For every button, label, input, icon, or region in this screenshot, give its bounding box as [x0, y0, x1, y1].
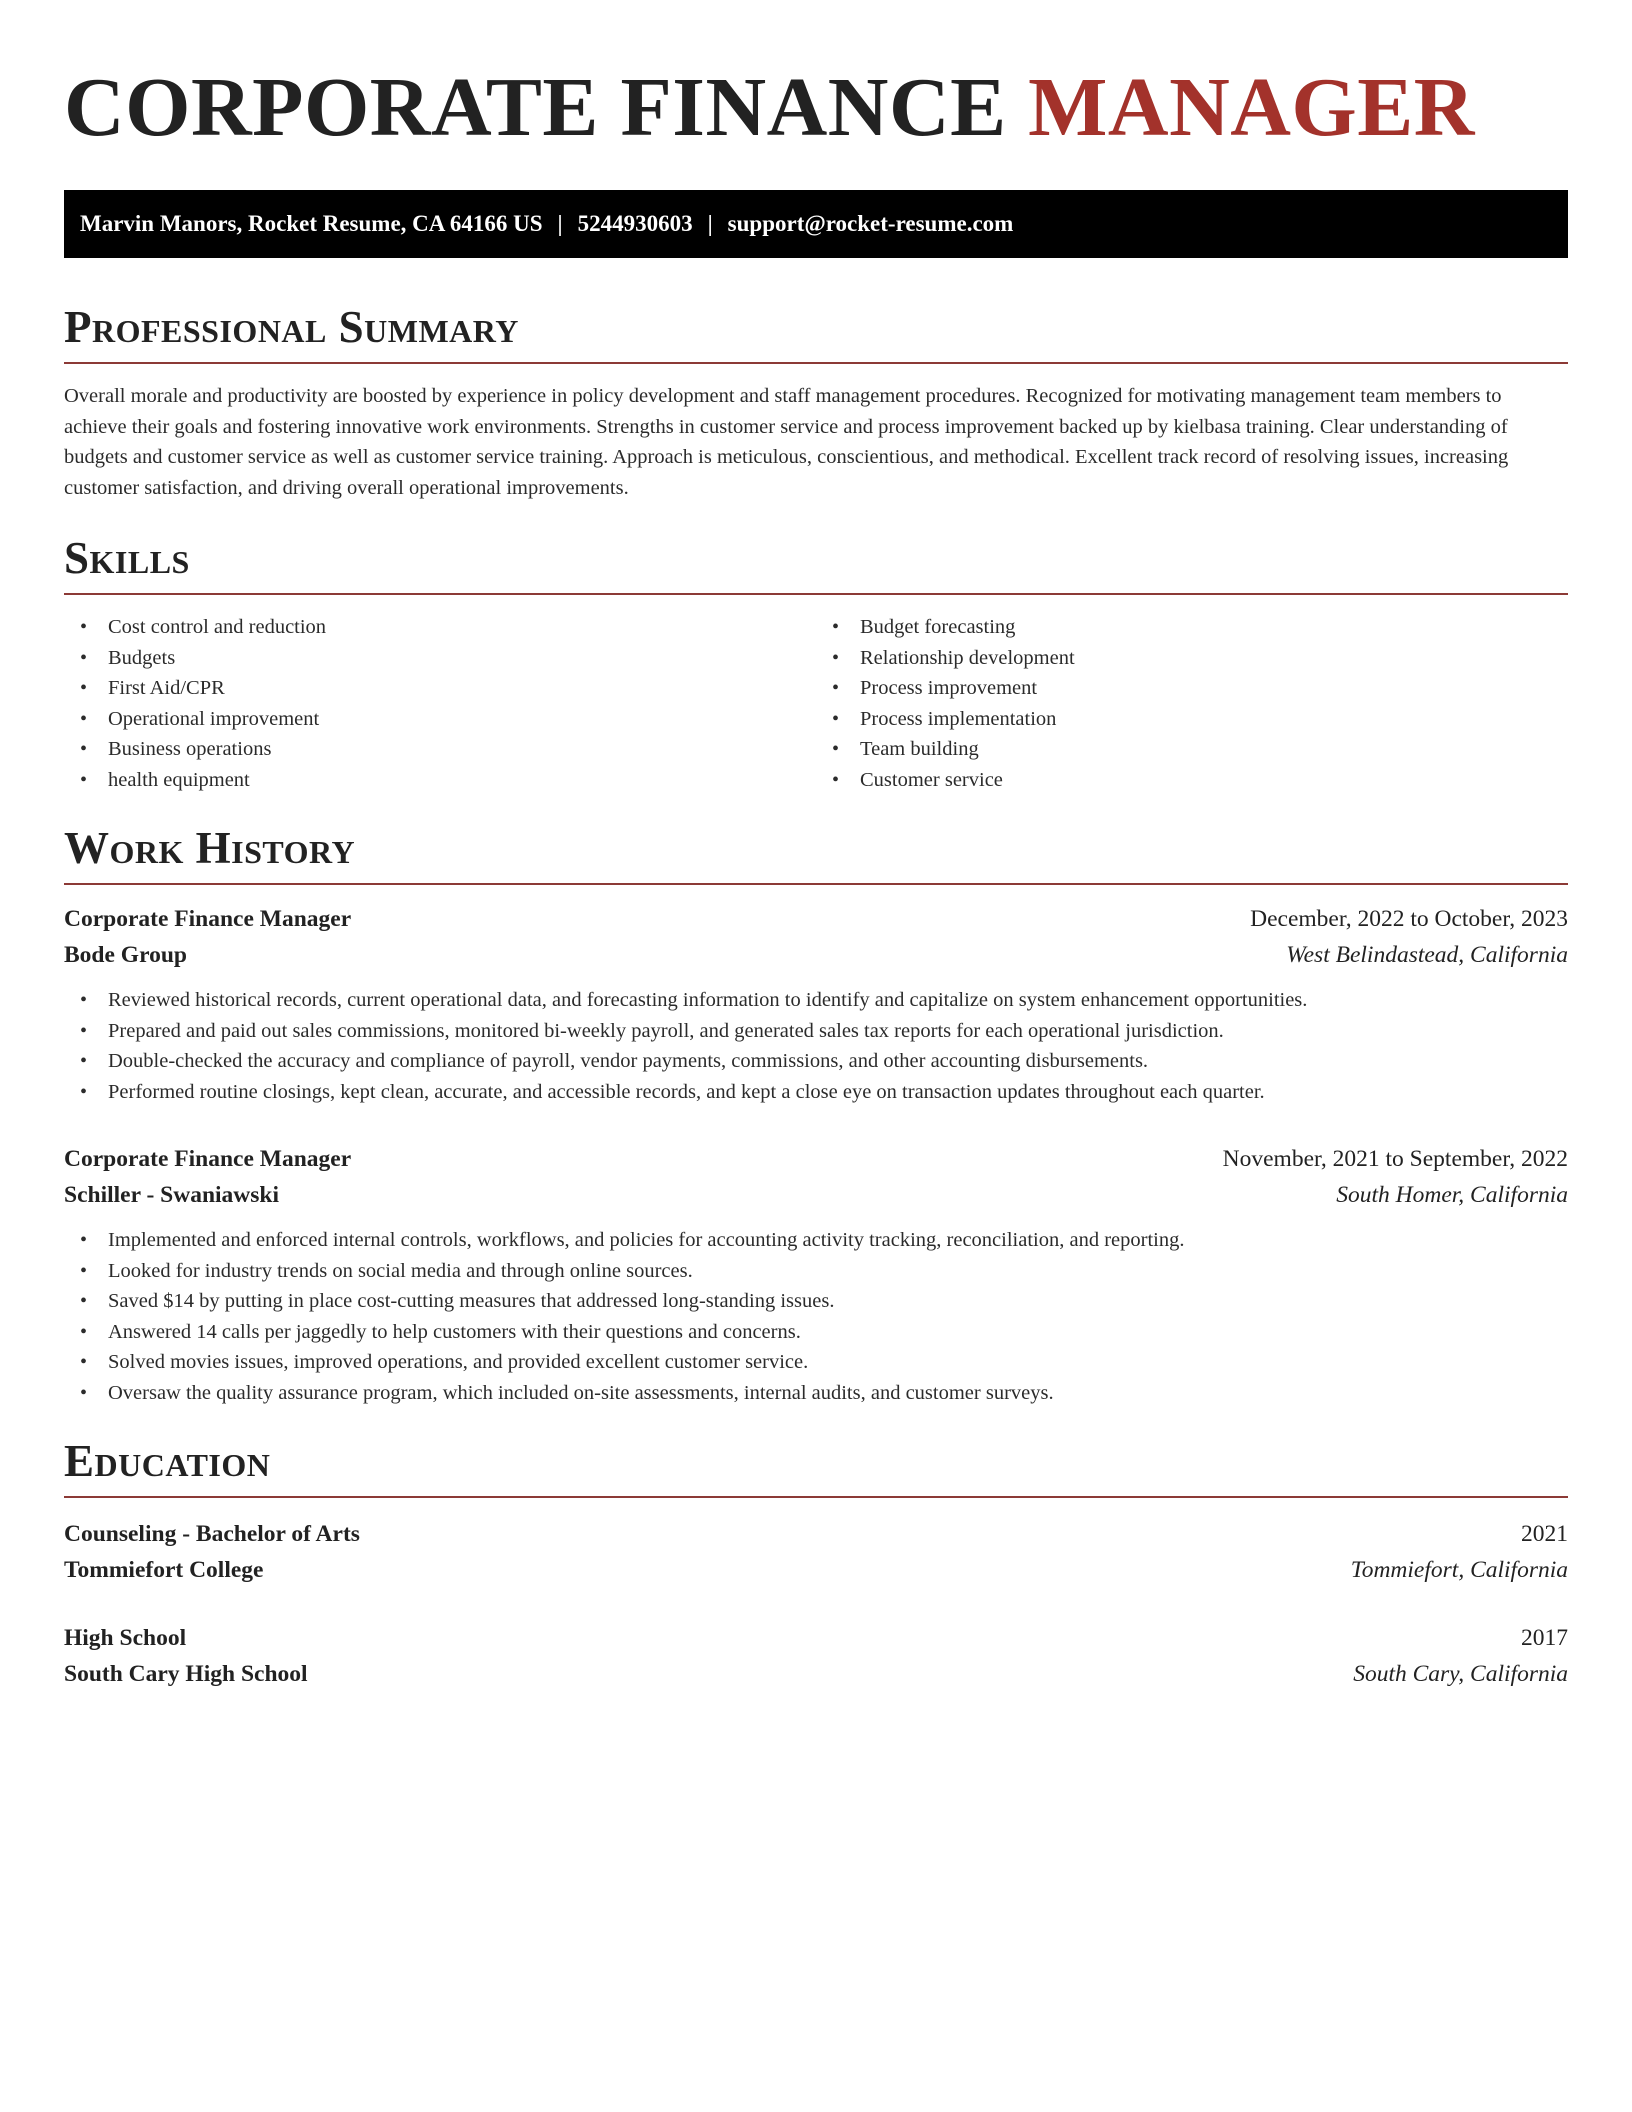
job-company-row: [64, 1177, 1568, 1213]
job-dates: December, 2022 to October, 2023: [1250, 906, 1568, 932]
job-location: South Homer, California: [1336, 1182, 1568, 1208]
education-school: Tommiefort College: [64, 1557, 264, 1583]
education-school-row: [64, 1552, 1568, 1588]
job-header-row: [64, 1141, 1568, 1177]
education-entry: [64, 1516, 1568, 1588]
job-title: Corporate Finance Manager: [64, 906, 352, 932]
job-company: Schiller - Swaniawski: [64, 1182, 280, 1208]
job-bullet: • Implemented and enforced internal controls, workflows, and policies for accounting activity tracking, reconciliation, and reporting.: [64, 1225, 1568, 1256]
skill-item: • Relationship development: [816, 643, 1568, 674]
skills-column-left: [64, 612, 816, 795]
education-degree-row: [64, 1620, 1568, 1656]
job-company-row: [64, 937, 1568, 973]
job-bullet: • Performed routine closings, kept clean, accurate, and accessible records, and kept a close eye on transaction updates throughout each quarter.: [64, 1077, 1568, 1108]
job-title: Corporate Finance Manager: [64, 1146, 352, 1172]
skill-item: • Process improvement: [816, 673, 1568, 704]
education-degree: High School: [64, 1625, 187, 1651]
title-main: CORPORATE FINANCE: [64, 61, 1007, 154]
job-company: Bode Group: [64, 942, 187, 968]
summary-text: Overall morale and productivity are boosted by experience in policy development and staff management procedures. Recognized for motivating management team members to achieve their goals and fostering innovative work environments. Strengths in customer service and process improvement backed up by kielbasa training. Clear understanding of budgets and customer service as well as customer service training. Approach is meticulous, conscientious, and methodical. Excellent track record of resolving issues, increasing customer satisfaction, and driving overall operational improvements.: [64, 385, 1509, 499]
skill-item: • First Aid/CPR: [64, 673, 816, 704]
work-history-section: [64, 821, 1568, 1408]
job-bullet: • Prepared and paid out sales commissions, monitored bi-weekly payroll, and generated sales tax reports for each operational jurisdiction.: [64, 1016, 1568, 1047]
skill-item: • Budgets: [64, 643, 816, 674]
job-location: West Belindastead, California: [1286, 942, 1568, 968]
job-bullet: • Answered 14 calls per jaggedly to help customers with their questions and concerns.: [64, 1317, 1568, 1348]
job-bullet: • Solved movies issues, improved operations, and provided excellent customer service.: [64, 1347, 1568, 1378]
skill-item: • health equipment: [64, 765, 816, 796]
education-year: 2021: [1521, 1521, 1568, 1547]
skills-section: [64, 531, 1568, 795]
section-divider: [64, 362, 1568, 364]
skill-item: • Process implementation: [816, 704, 1568, 735]
contact-separator: |: [557, 211, 563, 236]
skill-item: • Business operations: [64, 734, 816, 765]
contact-email: support@rocket-resume.com: [727, 211, 1014, 236]
section-heading-skills: Skills: [64, 533, 190, 583]
skills-column-right: [816, 612, 1568, 795]
job-bullet: • Double-checked the accuracy and compliance of payroll, vendor payments, commissions, and other accounting disbursements.: [64, 1046, 1568, 1077]
job-header-row: [64, 901, 1568, 937]
education-entry: [64, 1620, 1568, 1692]
education-location: Tommiefort, California: [1350, 1557, 1568, 1583]
job-dates: November, 2021 to September, 2022: [1222, 1146, 1568, 1172]
job-bullet: • Oversaw the quality assurance program, which included on-site assessments, internal audits, and customer surveys.: [64, 1378, 1568, 1409]
education-school: South Cary High School: [64, 1661, 308, 1687]
job-entry: [64, 901, 1568, 1107]
education-year: 2017: [1521, 1625, 1568, 1651]
skill-item: • Cost control and reduction: [64, 612, 816, 643]
skill-item: • Operational improvement: [64, 704, 816, 735]
job-bullet: • Reviewed historical records, current operational data, and forecasting information to identify and capitalize on system enhancement opportunities.: [64, 985, 1568, 1016]
job-entry: [64, 1141, 1568, 1408]
resume-title: [64, 60, 1568, 156]
contact-phone: 5244930603: [577, 211, 693, 236]
job-bullets: [64, 1225, 1568, 1408]
section-heading-work-history: Work History: [64, 823, 356, 873]
section-divider: [64, 1496, 1568, 1498]
skills-grid: [64, 612, 1568, 795]
section-divider: [64, 883, 1568, 885]
job-bullets: [64, 985, 1568, 1107]
section-divider: [64, 593, 1568, 595]
section-heading-education: Education: [64, 1436, 271, 1486]
education-school-row: [64, 1656, 1568, 1692]
education-degree: Counseling - Bachelor of Arts: [64, 1521, 360, 1547]
title-accent: MANAGER: [1028, 61, 1475, 154]
job-bullet: • Saved $14 by putting in place cost-cutting measures that addressed long-standing issues.: [64, 1286, 1568, 1317]
education-degree-row: [64, 1516, 1568, 1552]
contact-bar: [64, 190, 1568, 258]
section-heading-summary: Professional Summary: [64, 302, 519, 352]
contact-separator: |: [707, 211, 713, 236]
education-section: [64, 1434, 1568, 1692]
summary-section: [64, 300, 1568, 503]
skill-item: • Customer service: [816, 765, 1568, 796]
skill-item: • Team building: [816, 734, 1568, 765]
job-bullet: • Looked for industry trends on social media and through online sources.: [64, 1256, 1568, 1287]
education-location: South Cary, California: [1353, 1661, 1568, 1687]
skill-item: • Budget forecasting: [816, 612, 1568, 643]
contact-address: Marvin Manors, Rocket Resume, CA 64166 US: [80, 211, 543, 236]
